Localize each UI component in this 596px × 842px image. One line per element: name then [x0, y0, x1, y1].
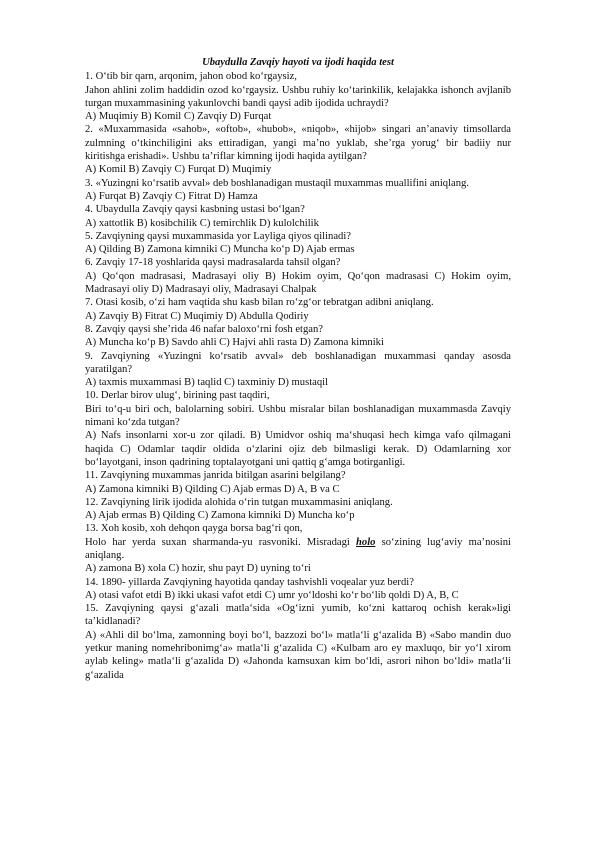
document-title: Ubaydulla Zavqiy hayoti va ijodi haqida test [202, 57, 394, 68]
question-5-text: 5. Zavqiyning qaysi muxammasida yor Layliga qiyos qilinadi? [85, 230, 351, 242]
question-13-text-before: Holo har yerda suxan sharmanda-yu rasvoniki. Misradagi [85, 536, 357, 548]
question-13-text-after: so‘zining lug‘aviy ma’nosini aniqlang. [85, 536, 511, 561]
document-page [85, 56, 511, 682]
question-11-text: 11. Zavqiyning muxammas janrida bitilgan asarini belgilang? [85, 470, 346, 482]
question-15-options: A) «Ahli dil bo‘lma, zamonning boyi bo‘l, bazzozi bo‘l» matla‘li g‘azalida B) «Sabo mandin duo yetkur maning nomehribonimg‘a» matla‘li g‘azalida C) «Kulbam aro ey maxluqo, bir yo‘l xirom aylab keling» matla‘li g‘azalida D) «Jahonda kamsuxan kim bo‘ldi, asrori nihon bo‘ldi» matla‘li g‘azalida [85, 629, 511, 681]
question-2-options: A) Komil B) Zavqiy C) Furqat D) Muqimiy [85, 164, 272, 176]
question-2-text: 2. «Muxammasida «sahob», «oftob», «hubob», «niqob», «hijob» singari an’anaviy timsollarda zulmning o‘tkinchiligini aks ettiradigan, yangi ma’no yuklab, she’rga yorug‘ bir badiiy nur kiritishga erishadi». Ushbu ta’riflar kimning ijodi haqida aytilgan? [85, 124, 511, 163]
question-14-options: A) otasi vafot etdi B) ikki ukasi vafot etdi C) umr yo‘ldoshi ko‘r bo‘lib qoldi D) A, B, C [85, 589, 459, 601]
question-4-text: 4. Ubaydulla Zavqiy qaysi kasbning ustasi bo‘lgan? [85, 204, 305, 216]
question-1-text: Jahon ahlini zolim haddidin ozod ko‘rgaysiz. Ushbu ruhiy ko‘tarinkilik, kelajakka ishonch avjlanib turgan muxammasining yakunlovchi bandi qaysi adib ijodida uchraydi? [85, 84, 511, 109]
question-11-options: A) Zamona kimniki B) Qilding C) Ajab ermas D) A, B va C [85, 483, 340, 495]
question-10-verse: 10. Derlar birov ulug‘, birining past taqdiri, [85, 390, 270, 402]
question-6-options: A) Qo‘qon madrasasi, Madrasayi oliy B) Hokim oyim, Qo‘qon madrasasi C) Hokim oyim, Madrasayi oliy D) Madrasayi oliy, Madrasayi Chalpak [85, 270, 511, 296]
question-13-verse: 13. Xoh kosib, xoh dehqon qayga borsa bag‘ri qon, [85, 523, 303, 535]
question-12-options: A) Ajab ermas B) Qilding C) Zamona kimniki D) Muncha ko‘p [85, 510, 355, 522]
question-12-text: 12. Zavqiyning lirik ijodida alohida o‘rin tutgan muxammasini aniqlang. [85, 496, 393, 508]
question-3-text: 3. «Yuzingni ko‘rsatib avval» deb boshlanadigan mustaqil muxammas muallifini aniqlang. [85, 177, 469, 189]
question-7-options: A) Zavqiy B) Fitrat C) Muqimiy D) Abdulla Qodiriy [85, 310, 309, 322]
question-8-text: 8. Zavqiy qaysi she’rida 46 nafar baloxo‘rni fosh etgan? [85, 323, 323, 335]
question-13-highlight-word: holo [356, 536, 376, 548]
question-3-options: A) Furqat B) Zavqiy C) Fitrat D) Hamza [85, 190, 258, 202]
question-14-text: 14. 1890- yillarda Zavqiyning hayotida qanday tashvishli voqealar yuz berdi? [85, 576, 414, 588]
question-7-text: 7. Otasi kosib, o‘zi ham vaqtida shu kasb bilan ro‘zg‘or tebratgan adibni aniqlang. [85, 297, 434, 309]
question-9-text: 9. Zavqiyning «Yuzingni ko‘rsatib avval» deb boshlanadigan muxammasi qanday asosda yaratilgan? [85, 350, 511, 375]
question-5-options: A) Qilding B) Zamona kimniki C) Muncha ko‘p D) Ajab ermas [85, 244, 355, 256]
question-13-text [85, 536, 511, 563]
question-13-options: A) zamona B) xola C) hozir, shu payt D) uyning to‘ri [85, 563, 311, 575]
question-10-text: Biri to‘q-u biri och, balolarning sobiri. Ushbu misralar bilan boshlanadigan muxammasda Zavqiy nimani ko‘zda tutgan? [85, 403, 511, 429]
question-8-options: A) Muncha ko‘p B) Savdo ahli C) Hajvi ahli rasta D) Zamona kimniki [85, 337, 384, 349]
question-15-text: 15. Zavqiyning qaysi g‘azali matla‘sida «Og‘izni yumib, ko‘zni kattaroq ochish kerak»ligi ta’kidlanadi? [85, 603, 511, 628]
question-1-verse: 1. O‘tib bir qarn, arqonim, jahon obod ko‘rgaysiz, [85, 71, 297, 83]
question-10-options: A) Nafs insonlarni xor-u zor qiladi. B) Umidvor oshiq ma‘shuqasi hech kimga vafo qilmagani haqida C) Odamlar taqdir oldida o‘zlarini ojiz deb bilmasligi kerak. D) Odamlarning xor bo‘layotgani, inson qadrining toptalayotgani uni qattiq g‘amga botirganligi. [85, 430, 511, 468]
question-6-text: 6. Zavqiy 17-18 yoshlarida qaysi madrasalarda tahsil olgan? [85, 257, 341, 269]
question-4-options: A) xattotlik B) kosibchilik C) temirchlik D) kulolchilik [85, 217, 319, 229]
question-9-options: A) taxmis muxammasi B) taqlid C) taxminiy D) mustaqil [85, 377, 329, 389]
question-1-options: A) Muqimiy B) Komil C) Zavqiy D) Furqat [85, 111, 272, 123]
